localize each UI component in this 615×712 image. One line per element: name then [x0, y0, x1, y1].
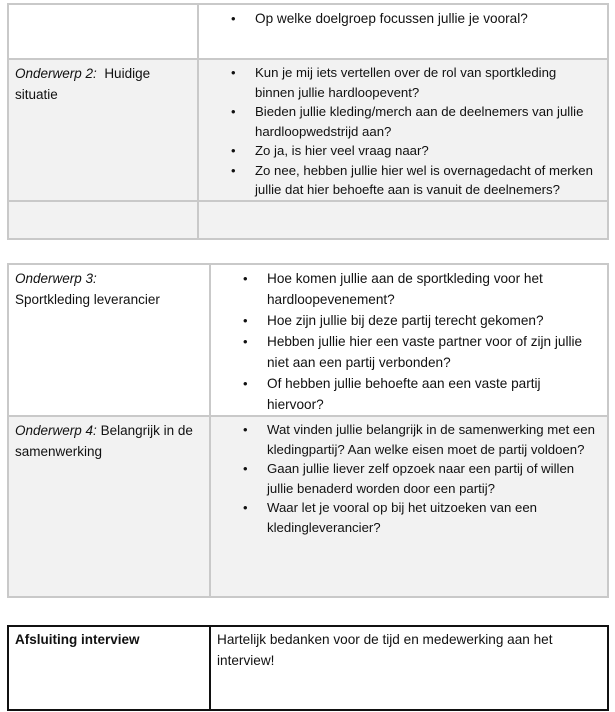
question-item: • Wat vinden jullie belangrijk in de samenwerking met een kledingpartij? Aan welke eisen moet de partij voldoen?: [211, 420, 599, 459]
interview-table-1: [7, 3, 609, 240]
topic-title: Huidige situatie: [15, 66, 151, 102]
question-item: • Zo ja, is hier veel vraag naar?: [199, 141, 599, 161]
question-item: • Hoe zijn jullie bij deze partij terecht gekomen?: [211, 310, 599, 331]
topic-label: Onderwerp 2:: [15, 66, 97, 81]
topic-cell: [8, 416, 210, 597]
closing-table: [7, 625, 609, 711]
question-item: • Waar let je vooral op bij het uitzoeken van een kledingleverancier?: [211, 498, 599, 537]
table-row: [8, 264, 608, 416]
topic-cell: [8, 59, 198, 201]
question-item: • Zo nee, hebben jullie hier wel is overnagedacht of merken jullie dat hier behoefte aan is vanuit de deelnemers?: [199, 161, 599, 200]
table-row: [8, 4, 608, 59]
topic-title: Sportkleding leverancier: [15, 292, 160, 307]
questions-cell: [198, 4, 608, 59]
question-item: • Gaan jullie liever zelf opzoek naar een partij of willen jullie benaderd worden door een partij?: [211, 459, 599, 498]
question-item: • Op welke doelgroep focussen jullie je vooral?: [199, 8, 599, 29]
question-list: [211, 268, 599, 415]
topic-cell: [8, 264, 210, 416]
question-list: [199, 63, 599, 200]
question-item: • Kun je mij iets vertellen over de rol van sportkleding binnen jullie hardloopevent?: [199, 63, 599, 102]
topic-cell: [8, 201, 198, 239]
question-list: [199, 8, 599, 29]
question-item: • Hoe komen jullie aan de sportkleding voor het hardloopevenement?: [211, 268, 599, 310]
topic-label: Onderwerp 4:: [15, 423, 97, 438]
topic-cell: [8, 4, 198, 59]
topic-label: Onderwerp 3:: [15, 271, 97, 286]
questions-cell: [198, 201, 608, 239]
questions-cell: [210, 264, 608, 416]
question-item: • Hebben jullie hier een vaste partner voor of zijn jullie niet aan een partij verbonden?: [211, 331, 599, 373]
question-item: • Bieden jullie kleding/merch aan de deelnemers van jullie hardloopwedstrijd aan?: [199, 102, 599, 141]
questions-cell: [210, 416, 608, 597]
table-row: [8, 416, 608, 597]
topic-title: Belangrijk in de samenwerking: [15, 423, 193, 459]
questions-cell: [198, 59, 608, 201]
closing-label: Afsluiting interview: [8, 626, 210, 710]
question-item: • Of hebben jullie behoefte aan een vaste partij hiervoor?: [211, 373, 599, 415]
question-list: [211, 420, 599, 537]
interview-table-2: [7, 263, 609, 598]
table-row: [8, 201, 608, 239]
table-row: [8, 59, 608, 201]
closing-text: Hartelijk bedanken voor de tijd en medewerking aan het interview!: [210, 626, 608, 710]
table-row: [8, 626, 608, 710]
